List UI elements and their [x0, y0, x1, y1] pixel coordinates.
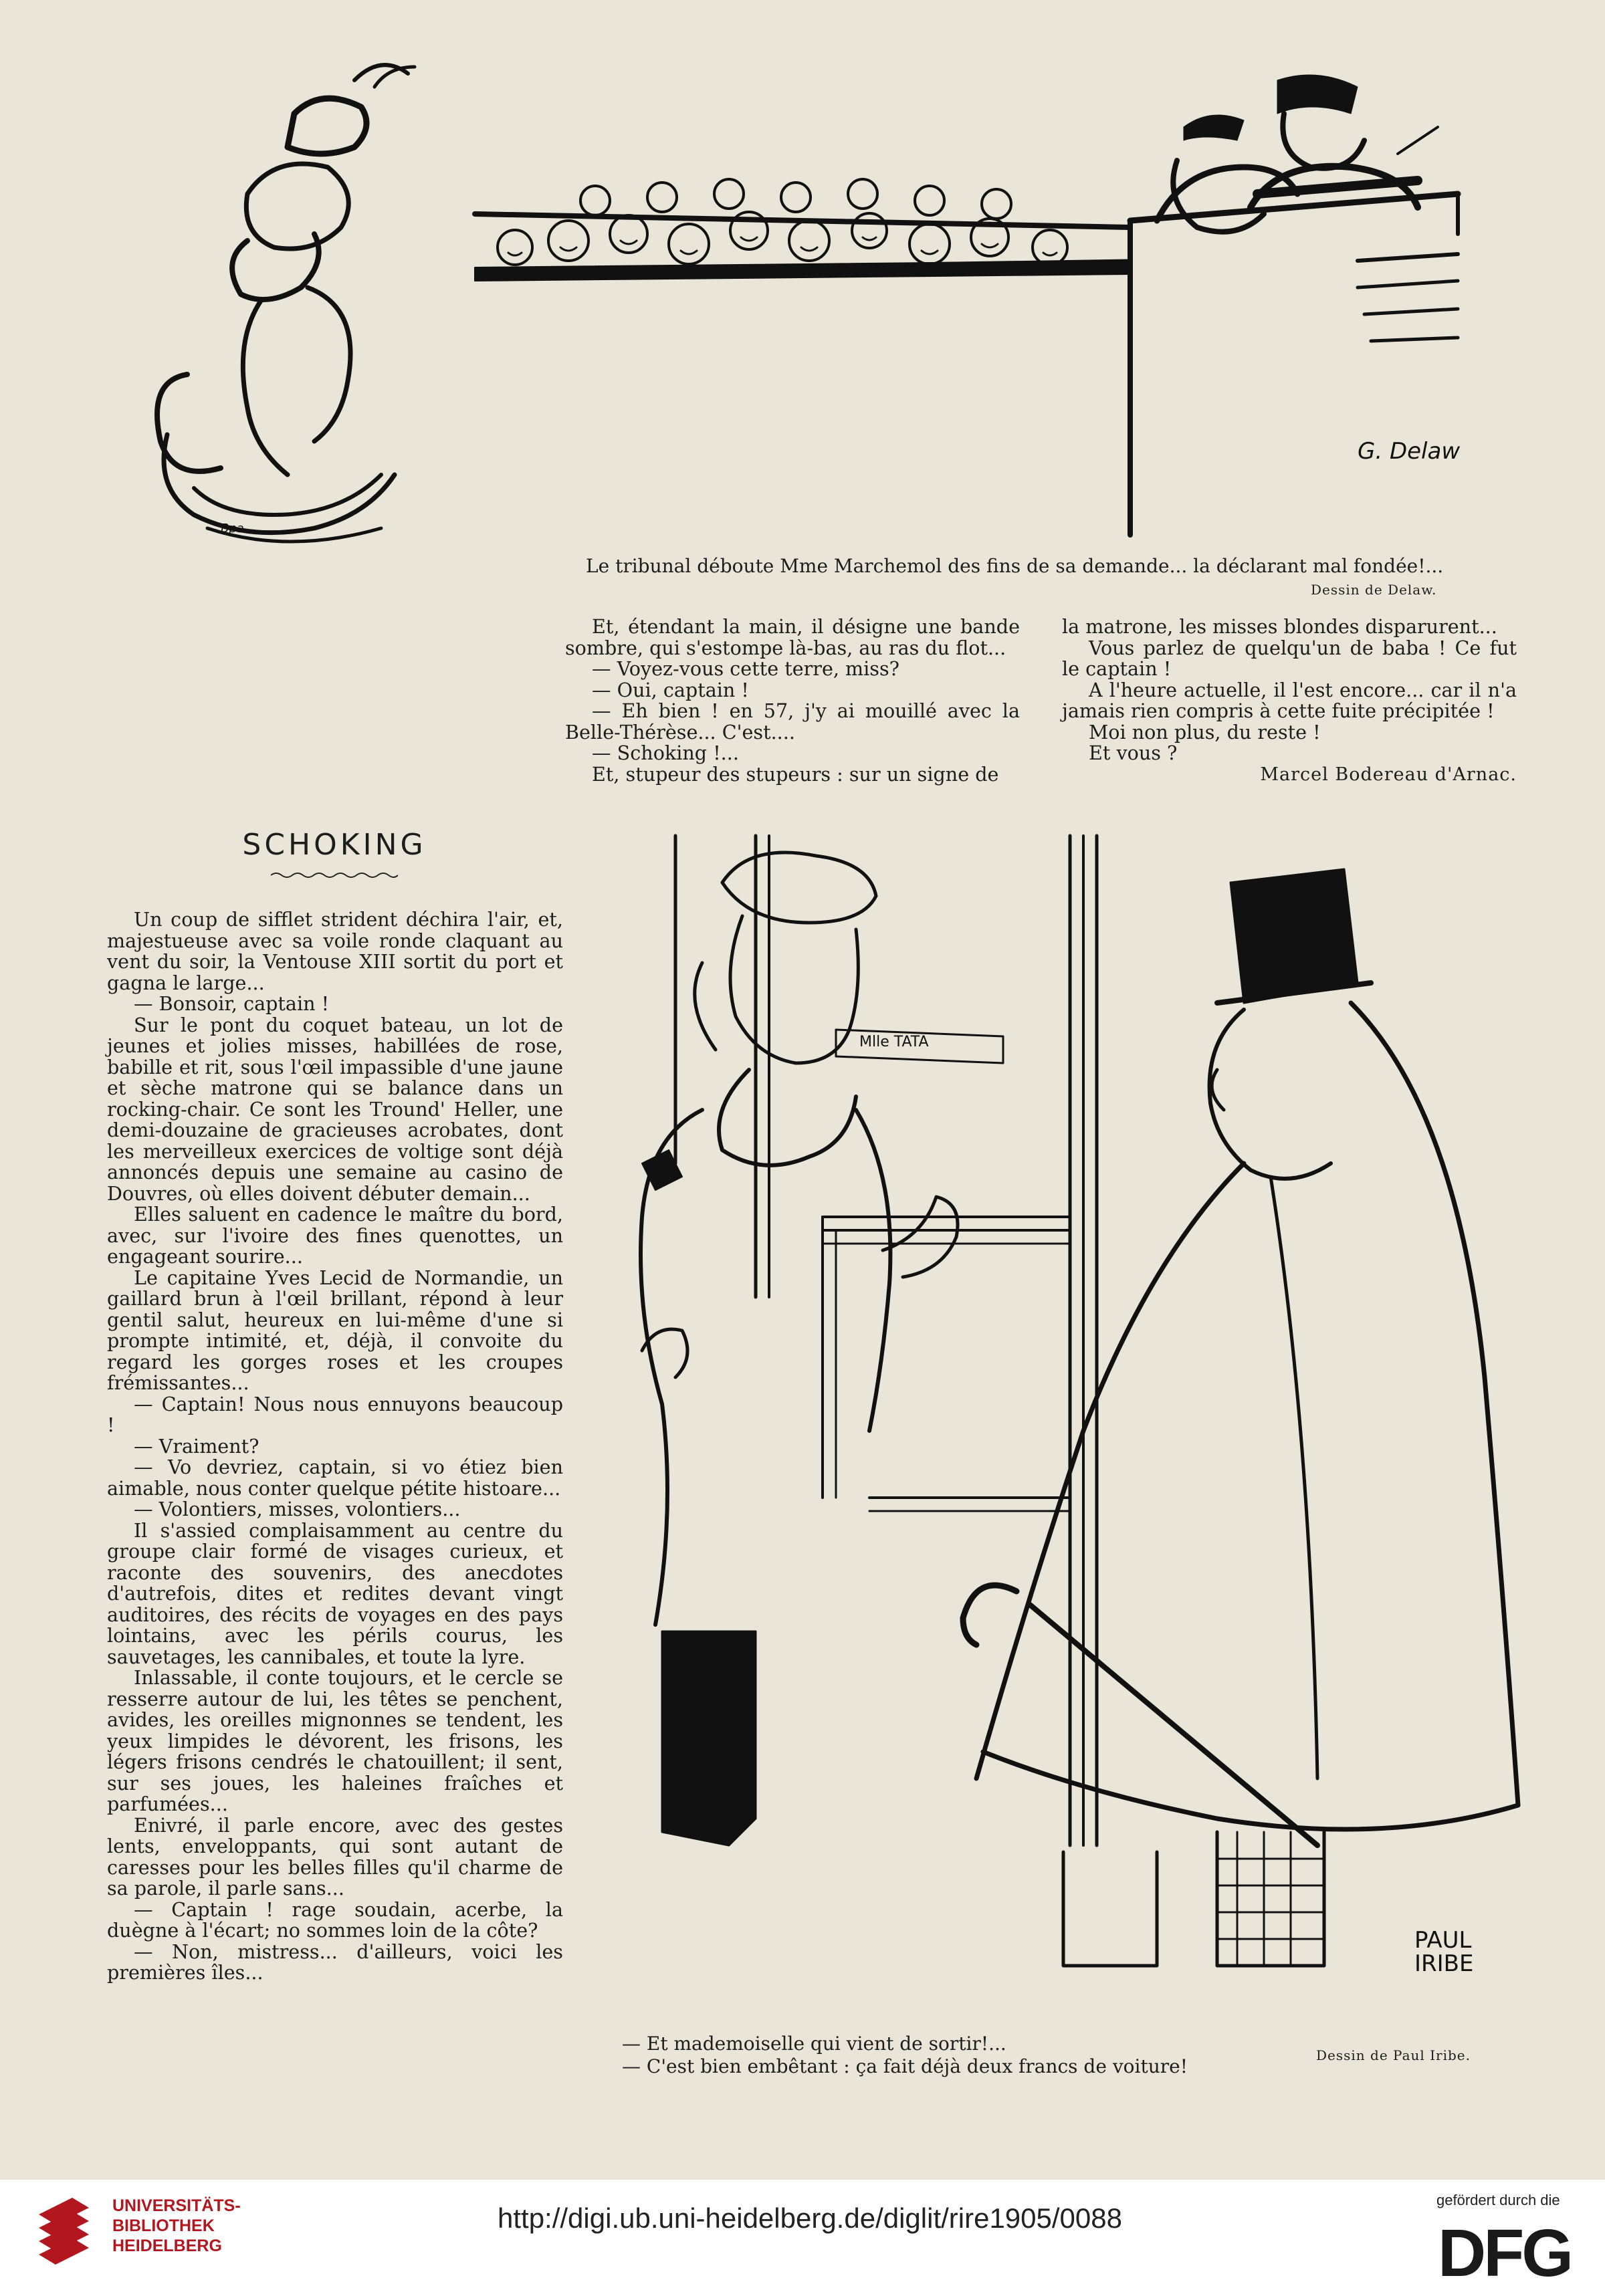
library-line2: BIBLIOTHEK — [112, 2216, 215, 2235]
paragraph: Un coup de sifflet strident déchira l'air, et, majestueuse avec sa voile ronde claquant au vent du soir, la Ventouse XIII sortit du port et gagna le large... — [107, 908, 563, 994]
paragraph: Et vous ? — [1089, 741, 1178, 764]
paragraph: Elles saluent en cadence le maître du bord, avec, sur l'ivoire des fines quenottes, un engageant sourire... — [107, 1203, 563, 1268]
paragraph: — Eh bien ! en 57, j'y ai mouillé avec la Belle-Thérèse... C'est.... — [565, 699, 1020, 743]
paragraph: Vous parlez de quelqu'un de baba ! Ce fut le captain ! — [1062, 636, 1517, 680]
library-line1: UNIVERSITÄTS- — [112, 2196, 241, 2215]
paragraph: Le capitaine Yves Lecid de Normandie, un gaillard brun à l'œil brillant, répond à leur gentil salut, heureux en lui-même d'une si prompte intimité, et, déjà, il convoite du regard les gorges roses et les croupes frémissantes... — [107, 1266, 563, 1394]
paragraph: Il s'assied complaisamment au centre du groupe clair formé de visages curieux, et raconte des souvenirs, des anecdotes d'autrefois, dites et redites devant vingt auditoires, des récits de voyages en des pays lointains, avec les périls courus, les sauvetages, les cannibales, et toute la lyre. — [107, 1518, 563, 1668]
small-mark: Bpa — [221, 522, 244, 536]
paragraph: — Captain! Nous nous ennuyons beaucoup ! — [107, 1392, 563, 1436]
university-logo-icon — [25, 2194, 102, 2268]
column-left-text — [107, 909, 563, 1984]
maid-gentleman-illustration — [602, 829, 1525, 2006]
door-sign: Mlle TATA — [859, 1034, 929, 1050]
column-middle-text — [565, 616, 1020, 785]
paragraph: — Bonsoir, captain ! — [134, 992, 330, 1015]
paragraph: Et, stupeur des stupeurs : sur un signe de — [592, 762, 999, 786]
paragraph: Et, étendant la main, il désigne une bande sombre, qui s'estompe là-bas, au ras du flot... — [565, 615, 1020, 659]
bottom-cartoon-credit: Dessin de Paul Iribe. — [1316, 2047, 1471, 2063]
article-title: SCHOKING — [242, 828, 427, 862]
source-url[interactable]: http://digi.ub.uni-heidelberg.de/diglit/rire1905/0088 — [498, 2202, 1122, 2234]
paragraph: Enivré, il parle encore, avec des gestes lents, enveloppants, qui sont autant de caresses pour les belles filles qu'il charme de sa parole, il parle sans... — [107, 1813, 563, 1900]
title-ornament — [271, 871, 398, 880]
paragraph: — Vo devriez, captain, si vo étiez bien aimable, nous conter quelque pétite histoare... — [107, 1456, 563, 1500]
paragraph: Moi non plus, du reste ! — [1089, 720, 1321, 743]
top-cartoon-caption: Le tribunal déboute Mme Marchemol des fins de sa demande... la déclarant mal fondée!... — [586, 555, 1444, 577]
paragraph: — Voyez-vous cette terre, miss? — [592, 657, 899, 680]
funding-note: gefördert durch die — [1436, 2192, 1560, 2208]
delaw-signature: G. Delaw — [1358, 438, 1461, 465]
paragraph: — Captain ! rage soudain, acerbe, la duègne à l'écart; no sommes loin de la côte? — [107, 1898, 563, 1942]
paragraph: A l'heure actuelle, il l'est encore... car il n'a jamais rien compris à cette fuite précipitée ! — [1062, 678, 1517, 722]
iribe-signature-line2: IRIBE — [1414, 1950, 1474, 1977]
paragraph: Inlassable, il conte toujours, et le cercle se resserre autour de lui, les têtes se penchent, avides, les oreilles mignonnes se tendent, les yeux limpides le dévorent, les frisons, les légers frisons cendrés le chatouillent; il sent, sur ses joues, les haleines fraîches et parfumées... — [107, 1666, 563, 1815]
paragraph: — Schoking !... — [592, 741, 739, 764]
library-line3: HEIDELBERG — [112, 2236, 222, 2255]
paragraph: la matrone, les misses blondes disparurent... — [1062, 615, 1497, 638]
iribe-signature-line1: PAUL — [1414, 1927, 1472, 1954]
courtroom-illustration — [87, 60, 1478, 568]
university-library-name — [112, 2196, 241, 2256]
paragraph: — Vraiment? — [134, 1434, 259, 1458]
author-signature: Marcel Bodereau d'Arnac. — [1260, 764, 1517, 785]
bottom-caption-line2: — C'est bien embêtant : ça fait déjà deux francs de voiture! — [622, 2055, 1188, 2077]
column-right-text — [1062, 616, 1517, 785]
footer-bar — [0, 2180, 1605, 2296]
dfg-logo: DFG — [1438, 2216, 1572, 2291]
bottom-caption-line1: — Et mademoiselle qui vient de sortir!... — [622, 2033, 1006, 2055]
paragraph: Sur le pont du coquet bateau, un lot de jeunes et jolies misses, habillées de rose, babille et rit, sous l'œil impassible d'une jaune et sèche matrone qui se balance dans un rocking-chair. Ce sont les Tround' Heller, une demi-douzaine de gracieuses acrobates, dont les merveilleux exercices de voltige sont déjà annoncés depuis une semaine au casino de Douvres, où elles doivent débuter demain... — [107, 1013, 563, 1205]
paragraph: — Oui, captain ! — [592, 678, 749, 701]
top-cartoon-credit: Dessin de Delaw. — [1311, 582, 1437, 598]
paragraph: — Non, mistress... d'ailleurs, voici les premières îles... — [107, 1940, 563, 1984]
paragraph: — Volontiers, misses, volontiers... — [134, 1498, 461, 1520]
